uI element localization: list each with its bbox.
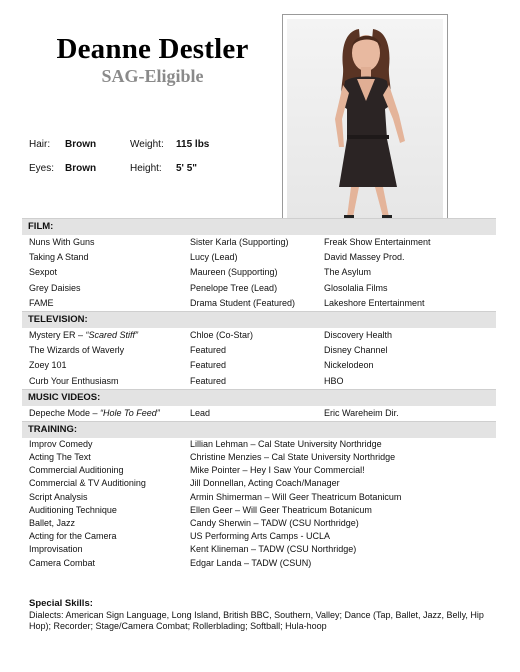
music-artist: Depeche Mode –	[29, 407, 101, 418]
film-role: Penelope Tree (Lead)	[190, 282, 278, 293]
training-instructor: Edgar Landa – TADW (CSUN)	[190, 557, 312, 568]
table-row	[22, 265, 496, 280]
tv-title	[29, 328, 138, 343]
table-row	[22, 250, 496, 265]
training-instructor: Lillian Lehman – Cal State University Northridge	[190, 438, 382, 449]
film-company: Freak Show Entertainment	[324, 237, 431, 247]
film-title: Sexpot	[29, 267, 58, 278]
table-row	[22, 491, 496, 504]
tv-episode-name: “Scared Stiff”	[85, 329, 139, 340]
film-company: David Massey Prod.	[324, 252, 405, 263]
weight-value: 115 lbs	[176, 139, 210, 150]
special-skills-heading: Special Skills:	[29, 598, 93, 609]
training-instructor: Jill Donnellan, Acting Coach/Manager	[190, 478, 340, 489]
hair-value: Brown	[65, 139, 97, 150]
headshot-image	[287, 19, 443, 225]
film-title: Nuns With Guns	[29, 237, 95, 247]
training-class: Acting The Text	[29, 452, 91, 463]
training-instructor: Candy Sherwin – TADW (CSU Northridge)	[190, 518, 359, 528]
table-row	[22, 543, 496, 556]
special-skills-text: Dialects: American Sign Language, Long Island, British BBC, Southern, Valley; Dance (Tap, Ballet, Jazz, Belly, Hip Hop); Recorder; Stage/Camera Combat; Rollerblading; Softball; Hula-hoop	[29, 609, 484, 631]
special-skills	[29, 598, 499, 633]
film-role: Maureen (Supporting)	[190, 267, 278, 278]
training-class: Improvisation	[29, 544, 83, 555]
training-class: Acting for the Camera	[29, 531, 117, 542]
table-row	[22, 557, 496, 570]
table-row	[22, 406, 496, 421]
music-video-director: Eric Wareheim Dir.	[324, 407, 399, 418]
tv-show-name: Mystery ER –	[29, 329, 86, 340]
music-video-role: Lead	[190, 407, 211, 418]
training-instructor: Mike Pointer – Hey I Saw Your Commercial!	[190, 465, 365, 476]
table-row	[22, 328, 496, 343]
tv-network: Discovery Health	[324, 329, 393, 340]
table-row	[22, 464, 496, 477]
table-row	[22, 358, 496, 373]
film-title: Grey Daisies	[29, 282, 81, 293]
height-value: 5' 5"	[176, 163, 198, 174]
film-company: Lakeshore Entertainment	[324, 297, 425, 308]
film-title: FAME	[29, 297, 54, 308]
tv-network: HBO	[324, 375, 344, 386]
tv-title: Zoey 101	[29, 360, 67, 371]
table-row	[22, 296, 496, 311]
tv-network: Disney Channel	[324, 345, 388, 356]
training-instructor: US Performing Arts Camps - UCLA	[190, 531, 331, 542]
eyes-value: Brown	[65, 163, 97, 174]
tv-role: Chloe (Co-Star)	[190, 329, 254, 340]
tv-network: Nickelodeon	[324, 360, 374, 371]
weight-label: Weight:	[130, 139, 164, 150]
training-class: Commercial & TV Auditioning	[29, 478, 146, 489]
film-role: Sister Karla (Supporting)	[190, 237, 289, 247]
tv-role: Featured	[190, 375, 227, 386]
film-role: Lucy (Lead)	[190, 252, 238, 263]
table-row	[22, 530, 496, 543]
film-title: Taking A Stand	[29, 252, 89, 263]
section-film-header: FILM:	[22, 218, 496, 235]
training-instructor: Kent Klineman – TADW (CSU Northridge)	[190, 544, 357, 555]
training-instructor: Christine Menzies – Cal State University Northridge	[190, 452, 396, 463]
music-video-title	[29, 406, 160, 421]
table-row	[22, 438, 496, 451]
union-status: SAG-Eligible	[101, 66, 204, 86]
eyes-label: Eyes:	[29, 163, 55, 174]
table-row	[22, 477, 496, 490]
hair-label: Hair:	[29, 139, 51, 150]
headshot-photo	[282, 14, 448, 230]
table-row	[22, 374, 496, 389]
section-training-header: TRAINING:	[22, 421, 496, 438]
table-row	[22, 451, 496, 464]
training-instructor: Ellen Geer – Will Geer Theatricum Botanicum	[190, 504, 372, 515]
table-row	[22, 235, 496, 250]
table-row	[22, 504, 496, 517]
tv-role: Featured	[190, 345, 227, 356]
training-class: Ballet, Jazz	[29, 518, 76, 528]
training-class: Script Analysis	[29, 491, 88, 502]
table-row	[22, 281, 496, 296]
table-row	[22, 343, 496, 358]
section-television-header: TELEVISION:	[22, 311, 496, 328]
film-company: The Asylum	[324, 267, 372, 278]
tv-role: Featured	[190, 360, 227, 371]
section-music-videos-header: MUSIC VIDEOS:	[22, 389, 496, 406]
training-instructor: Armin Shimerman – Will Geer Theatricum Botanicum	[190, 491, 402, 502]
height-label: Height:	[130, 163, 162, 174]
film-company: Glosolalia Films	[324, 282, 388, 293]
training-class: Camera Combat	[29, 557, 96, 568]
film-role: Drama Student (Featured)	[190, 297, 296, 308]
table-row	[22, 517, 496, 530]
credits-table	[22, 218, 496, 570]
training-class: Commercial Auditioning	[29, 465, 124, 476]
tv-title: Curb Your Enthusiasm	[29, 375, 119, 386]
music-song: “Hole To Feed”	[100, 407, 160, 418]
tv-title: The Wizards of Waverly	[29, 345, 125, 356]
training-class: Improv Comedy	[29, 438, 93, 449]
training-class: Auditioning Technique	[29, 504, 117, 515]
actor-name: Deanne Destler	[56, 33, 249, 65]
